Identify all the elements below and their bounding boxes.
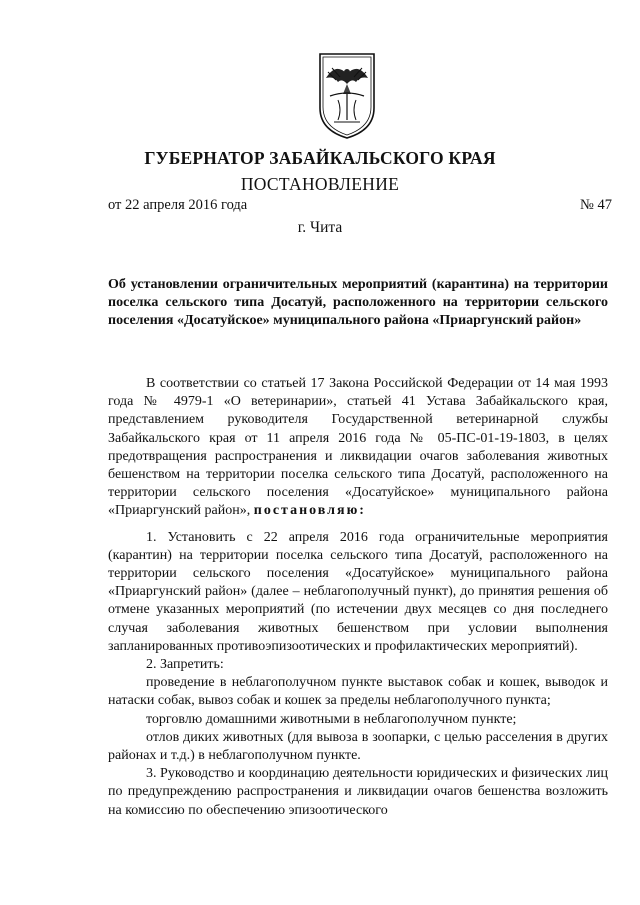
preamble-text: В соответствии со статьей 17 Закона Российской Федерации от 14 мая 1993 года № 4979-1 «О ветеринарии», статьей 41 Устава Забайкальского края, представлением руководителя Государственной ветеринарной службы Забайкальского края от 11 апреля 2016 года № 05-ПС-01-19-1803, в целях предотвращения распространения и ликвидации очагов заболевания животных бешенством на территории поселка сельского типа Досатуй, расположенного на территории сельского поселения «Досатуйское» муниципального района «Приаргунский район», <box>108 376 608 519</box>
item-paragraph: 3. Руководство и координацию деятельности юридических и физических лиц по предупреждению распространения и ликвидации очагов бешенства возложить на комиссию по обеспечению эпизоотического <box>108 766 608 818</box>
document-type: ПОСТАНОВЛЕНИЕ <box>240 174 400 194</box>
coat-of-arms-emblem-icon <box>316 50 378 140</box>
document-number: № 47 <box>580 197 612 213</box>
resolve-word: постановляю: <box>253 503 366 519</box>
document-city: г. Чита <box>297 219 343 236</box>
document-body <box>108 375 608 820</box>
item-paragraph: 1. Установить с 22 апреля 2016 года ограничительные мероприятия (карантин) на территории поселка сельского типа Досатуй, расположенного на территории сельского поселения «Досатуйское» муниципального района «Приаргунский район» (далее – неблагополучный пункт), до принятия решения об отмене указанных мероприятий (по истечении двух месяцев со дня последнего случая заболевания животных бешенством при условии выполнения запланированных противоэпизоотических и профилактических мероприятий). <box>108 529 608 654</box>
item-paragraph: 2. Запретить: <box>146 657 224 673</box>
item-paragraph: отлов диких животных (для вывоза в зоопарки, с целью расселения в других районах и т.д.) в неблагополучном пункте. <box>108 729 608 764</box>
issuing-authority: ГУБЕРНАТОР ЗАБАЙКАЛЬСКОГО КРАЯ <box>144 148 496 168</box>
item-paragraph: проведение в неблагополучном пункте выставок собак и кошек, выводок и натаски собак, вывоз собак и кошек за пределы неблагополучного пункта; <box>108 675 608 709</box>
preamble-paragraph <box>108 375 608 521</box>
item-paragraph: торговлю домашними животными в неблагополучном пункте; <box>146 711 517 727</box>
document-title: Об установлении ограничительных мероприятий (карантина) на территории поселка сельского типа Досатуй, расположенного на территории сельского поселения «Досатуйское» муниципального района «Приаргунский район» <box>108 277 608 328</box>
document-date: от 22 апреля 2016 года <box>108 197 248 213</box>
